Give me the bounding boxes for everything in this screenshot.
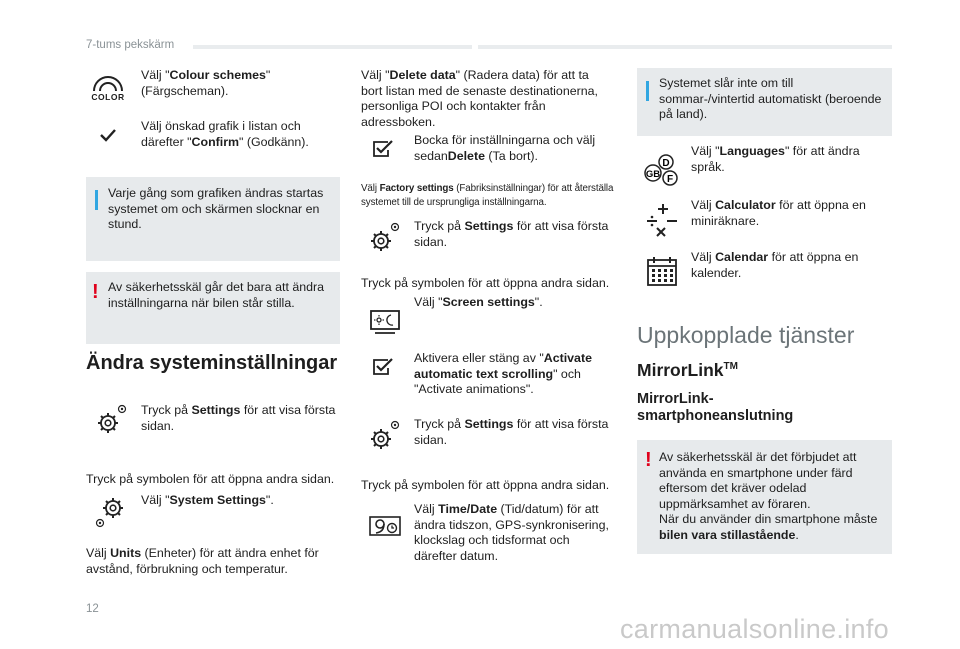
header-bar-left xyxy=(193,45,472,49)
calendar-icon xyxy=(645,254,679,288)
delete-data-text: Välj "Delete data" (Radera data) för att ta bort listan med de senaste destinationerna, personliga POI och kontakter från adressboken. xyxy=(361,68,598,129)
info-box xyxy=(86,177,340,261)
connected-services-title: Uppkopplade tjänster xyxy=(637,322,855,348)
calculator-text: Välj Calculator för att öppna en miniräknare. xyxy=(691,198,866,228)
screen-settings-icon xyxy=(369,309,401,337)
system-settings-text: Välj "System Settings". xyxy=(141,493,274,507)
colour-schemes-text: Välj "Colour schemes" (Färgscheman). xyxy=(141,68,271,98)
watermark: carmanualsonline.info xyxy=(620,614,889,644)
colour-schemes-icon xyxy=(88,72,128,106)
info-icon-2 xyxy=(646,81,649,101)
settings-text-1: Tryck på Settings för att visa första sidan. xyxy=(141,403,336,433)
checkbox-checked-icon xyxy=(370,138,396,160)
settings-text-3: Tryck på Settings för att visa första sidan. xyxy=(414,417,609,447)
settings-text-2: Tryck på Settings för att visa första sidan. xyxy=(414,219,609,249)
time-date-text: Välj Time/Date (Tid/datum) för att ändra tidszon, GPS-synkronisering, klockslag och tidsformat och därefter datum. xyxy=(414,502,609,563)
lang-icon-gb: GB xyxy=(645,169,661,180)
trademark-mark: TM xyxy=(723,361,738,373)
settings-gear-icon-2 xyxy=(366,220,402,256)
info-text: Varje gång som grafiken ändras startas systemet om och skärmen slocknar en stund. xyxy=(108,186,324,232)
delete-confirm-text: Bocka för inställningarna och välj sedanDelete (Ta bort). xyxy=(414,133,596,163)
settings-gear-icon-3 xyxy=(366,418,402,454)
tap-symbol-text-2: Tryck på symbolen för att öppna andra sidan. xyxy=(361,276,610,290)
info-icon xyxy=(95,190,98,210)
page-header xyxy=(86,39,174,51)
warning-box-2 xyxy=(637,440,892,554)
info-box-2 xyxy=(637,68,892,136)
tap-symbol-text: Tryck på symbolen för att öppna andra sidan. xyxy=(86,472,335,486)
lang-icon-f: F xyxy=(666,174,674,185)
mirrorlink-subheading: MirrorLink- smartphoneanslutning xyxy=(637,391,794,424)
header-bar-right xyxy=(478,45,892,49)
tap-symbol-text-3: Tryck på symbolen för att öppna andra sidan. xyxy=(361,478,610,492)
page-number: 12 xyxy=(86,603,99,615)
checkbox-checked-icon-2 xyxy=(370,356,396,378)
system-settings-gear-icon xyxy=(93,494,129,530)
header-title: 7-tums pekskärm xyxy=(86,39,175,51)
units-text: Välj Units (Enheter) för att ändra enhet för avstånd, förbrukning och temperatur. xyxy=(86,546,319,576)
time-date-icon xyxy=(368,514,402,538)
mirrorlink-title: MirrorLink™ xyxy=(637,360,738,380)
calculator-icon xyxy=(645,203,679,237)
settings-gear-icon xyxy=(93,402,129,438)
factory-settings-text: Välj Factory settings (Fabriksinställningar) för att återställa systemet till de ursprungliga inställningarna. xyxy=(361,183,614,208)
warning-icon: ! xyxy=(92,281,99,303)
lang-icon-d: D xyxy=(662,158,670,169)
screen-settings-text: Välj "Screen settings". xyxy=(414,295,543,309)
info-text-2: Systemet slår inte om till sommar-/vintertid automatiskt (beroende på land). xyxy=(659,76,882,122)
checkmark-icon xyxy=(96,125,120,145)
confirm-text: Välj önskad grafik i listan och därefter "Confirm" (Godkänn). xyxy=(141,119,309,149)
languages-text: Välj "Languages" för att ändra språk. xyxy=(691,144,860,174)
warning-icon-2: ! xyxy=(645,449,652,471)
colour-icon-label: COLOR xyxy=(91,92,125,102)
warning-text-2: Av säkerhetsskäl är det förbjudet att använda en smartphone under färd eftersom det kräver odelad uppmärksamhet av föraren. När du använder din smartphone måste bilen vara stillastående. xyxy=(659,450,878,542)
warning-text: Av säkerhetsskäl går det bara att ändra inställningarna när bilen står stilla. xyxy=(108,280,325,310)
activate-scrolling-text: Aktivera eller stäng av "Activate automatic text scrolling" och "Activate animations". xyxy=(414,351,592,397)
section-heading: Ändra systeminställningar xyxy=(86,352,338,374)
calendar-text: Välj Calendar för att öppna en kalender. xyxy=(691,250,859,280)
languages-icon xyxy=(642,154,682,186)
warning-box xyxy=(86,272,340,344)
